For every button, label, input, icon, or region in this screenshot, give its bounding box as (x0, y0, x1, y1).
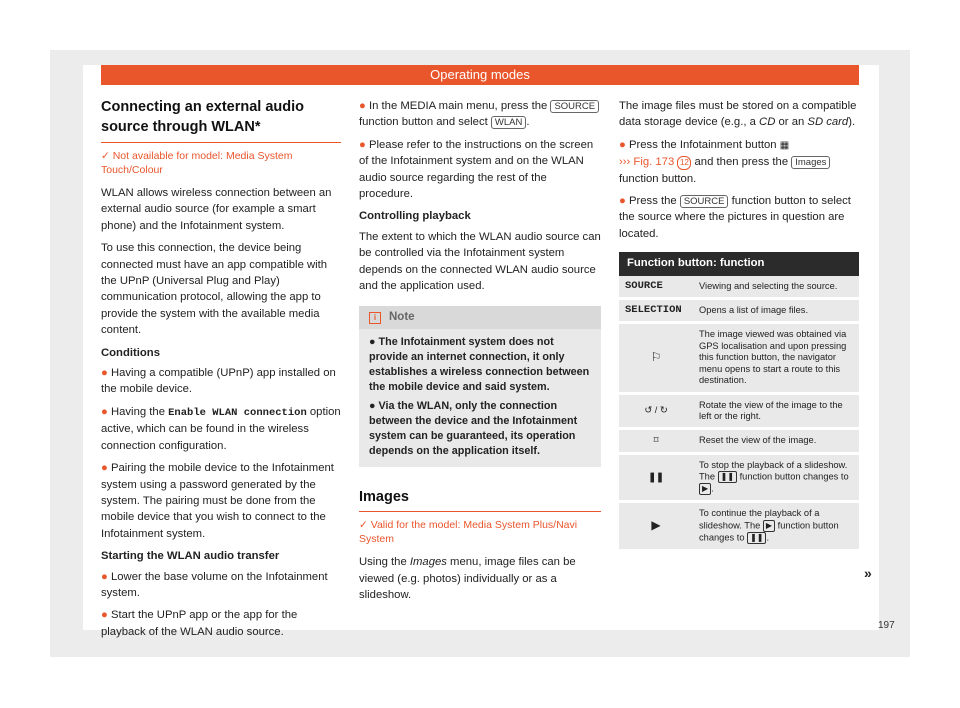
conditions-heading: Conditions (101, 346, 160, 359)
note-box (359, 306, 601, 466)
bullet-icon: ● (369, 399, 379, 412)
check-icon: ✓ (101, 150, 113, 162)
paragraph: The image files must be stored on a compatible data storage device (e.g., a CD or an SD card). (619, 100, 857, 129)
bullet-icon: ● (619, 138, 629, 151)
starting-heading: Starting the WLAN audio transfer (101, 550, 280, 563)
availability-note: ✓ Not available for model: Media System Touch/Colour (101, 150, 293, 176)
reset-view-icon: ⌑ (653, 435, 659, 446)
controlling-heading: Controlling playback (359, 210, 471, 223)
note-body (359, 329, 601, 467)
wlan-button: WLAN (491, 116, 526, 129)
desc-cell: The image viewed was obtained via GPS localisation and upon pressing this function button, the navigator menu opens to start a route to this destination. (693, 323, 859, 393)
desc-cell: To stop the playback of a slideshow. The ❚❚ function button changes to ▶ . (693, 453, 859, 501)
function-table (619, 252, 859, 551)
column-1 (101, 97, 341, 646)
desc-cell: Rotate the view of the image to the left or the right. (693, 393, 859, 429)
paragraph: The extent to which the WLAN audio source can be controlled via the Infotainment system depends on the connected WLAN audio source and the application used. (359, 230, 601, 293)
bullet-icon: ● (619, 195, 629, 208)
section-header: Operating modes (101, 65, 859, 85)
paragraph: Using the Images menu, image files can be viewed (e.g. photos) individually or as a slideshow. (359, 556, 576, 602)
paragraph: WLAN allows wireless connection between an external audio source (for example a smart phone) and the Infotainment system. (101, 187, 332, 232)
bullet-icon: ● (101, 609, 111, 622)
key-cell (619, 323, 693, 393)
desc-cell: Viewing and selecting the source. (693, 276, 859, 299)
pause-icon: ❚❚ (648, 471, 664, 482)
section-title-wlan: Connecting an external audio source through WLAN* (101, 97, 341, 143)
check-icon: ✓ (359, 519, 371, 532)
key-cell (619, 453, 693, 501)
table-row (619, 502, 859, 550)
bullet-icon: ● (101, 405, 111, 418)
info-icon: i (369, 312, 381, 324)
play-icon: ▶ (699, 483, 711, 495)
callout-number: 12 (677, 156, 691, 170)
list-item: ● Press the Infotainment button ▦ ››› Fig. 173 12 and then press the Images function button. (619, 137, 859, 187)
list-item: ● Press the SOURCE function button to select the source where the pictures in question are located. (619, 195, 851, 240)
note-item: ● The Infotainment system does not provide an internet connection, it only establishes a wireless connection between the mobile device and said system. (369, 335, 590, 393)
column-3 (619, 98, 859, 552)
source-button: SOURCE (680, 195, 729, 208)
pause-icon: ❚❚ (718, 471, 737, 483)
key-cell: ↺ / ↻ (619, 393, 693, 429)
key-cell (619, 502, 693, 550)
rotate-left-icon: ↺ (644, 405, 653, 416)
figure-reference: ››› Fig. 173 (619, 156, 675, 169)
list-item: ● Lower the base volume on the Infotainment system. (101, 570, 328, 599)
table-header: Function button: function (619, 252, 859, 275)
page-number: 197 (878, 620, 895, 631)
bullet-icon: ● (101, 570, 111, 583)
note-item: ● Via the WLAN, only the connection between the device and the Infotainment system can be guaranteed, its operation depends on the application itself. (369, 399, 578, 457)
play-icon: ▶ (651, 517, 661, 532)
continue-mark: » (864, 565, 872, 581)
rotate-right-icon: ↻ (659, 405, 668, 416)
paragraph: To use this connection, the device being connected must have an app compatible with the UPnP (Universal Plug and Play) communication protocol, allowing the app to provide the system with the available media content. (101, 242, 328, 337)
key-cell: SOURCE (619, 276, 693, 299)
list-item: ● Start the UPnP app or the app for the playback of the WLAN audio source. (101, 609, 298, 638)
flag-icon: ⚐ (650, 349, 662, 364)
table-row (619, 453, 859, 501)
column-2 (359, 98, 601, 610)
bullet-icon: ● (101, 367, 111, 380)
list-item: ● Having a compatible (UPnP) app installed on the mobile device. (101, 367, 336, 396)
table-row (619, 276, 859, 299)
images-button: Images (791, 156, 830, 169)
bullet-icon: ● (359, 100, 369, 112)
source-button: SOURCE (550, 100, 599, 113)
note-header: i Note (359, 306, 601, 328)
pause-icon: ❚❚ (747, 532, 766, 544)
list-item: ● Pairing the mobile device to the Infotainment system using a password generated by the system. The pairing must be done from the mobile device that you wish to connect to the Infotainment system. (101, 462, 334, 540)
bullet-icon: ● (101, 462, 111, 475)
table-row (619, 299, 859, 323)
bullet-icon: ● (369, 335, 379, 348)
desc-cell: Opens a list of image files. (693, 299, 859, 323)
table-row (619, 323, 859, 393)
bullet-icon: ● (359, 138, 369, 151)
infotainment-menu-icon: ▦ (779, 139, 790, 151)
desc-cell: Reset the view of the image. (693, 429, 859, 453)
list-item: ● In the MEDIA main menu, press the SOURCE function button and select WLAN . (359, 98, 601, 131)
availability-note: ✓ Valid for the model: Media System Plus/Navi System (359, 519, 578, 546)
table-row (619, 393, 859, 429)
list-item: ● Having the Enable WLAN connection option active, which can be found in the wireless connection configuration. (101, 405, 341, 452)
table-row (619, 429, 859, 453)
desc-cell: To continue the playback of a slideshow. The ▶ function button changes to ❚❚ . (693, 502, 859, 550)
play-icon: ▶ (763, 520, 775, 532)
images-title: Images (359, 489, 601, 512)
key-cell: SELECTION (619, 299, 693, 323)
key-cell (619, 429, 693, 453)
list-item: ● Please refer to the instructions on the screen of the Infotainment system and on the WLAN audio source regarding the rest of the procedure. (359, 138, 594, 201)
